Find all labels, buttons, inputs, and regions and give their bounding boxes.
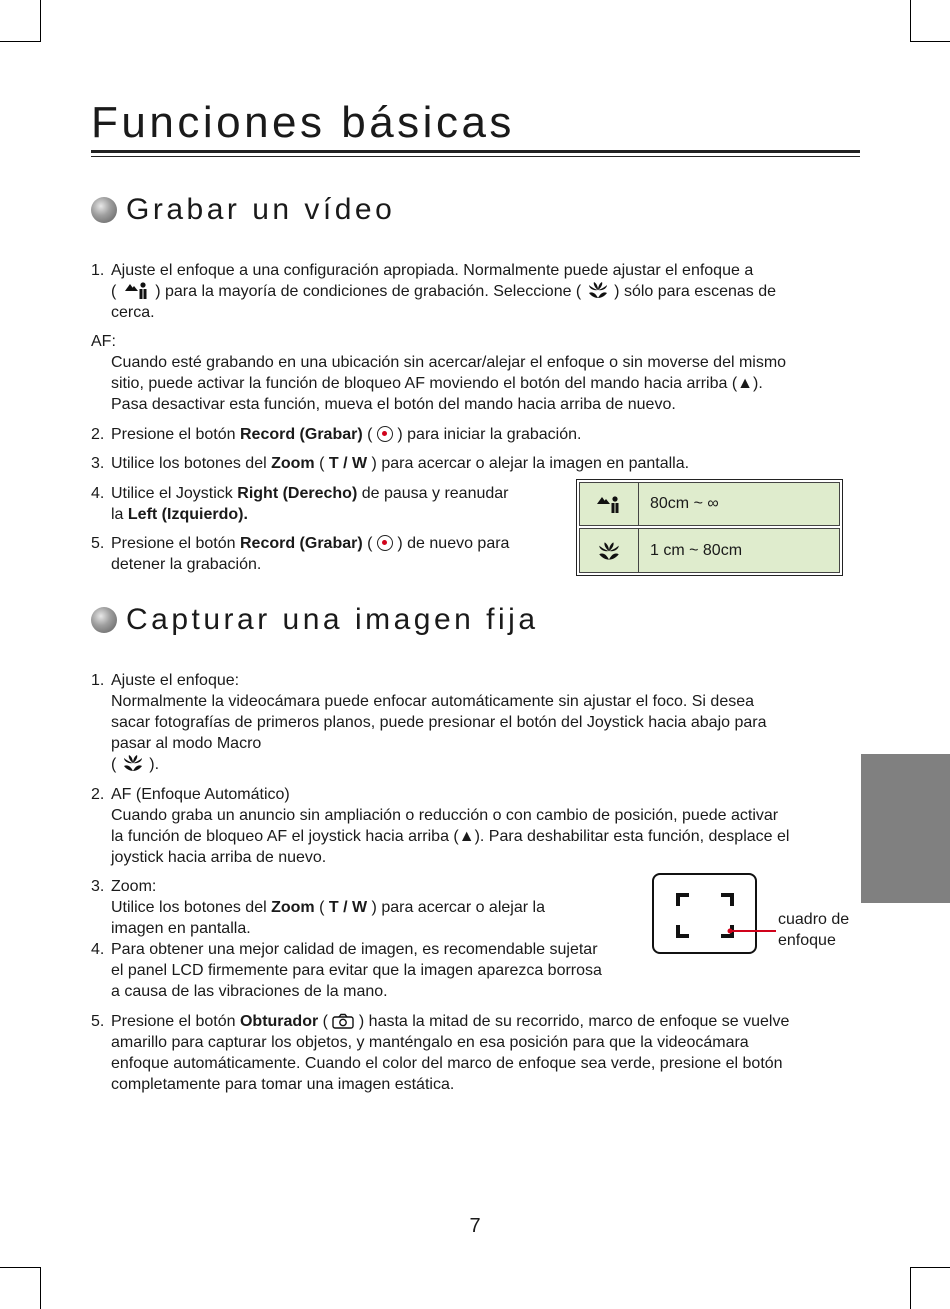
section-title: Capturar una imagen fija <box>126 603 539 636</box>
step-text: amarillo para capturar los objetos, y manténgalo en esa posición para que la videocámara <box>111 1034 749 1051</box>
focus-brackets-icon <box>654 875 755 952</box>
step-text: sacar fotografías de primeros planos, puede presionar el botón del Joystick hacia abajo para <box>111 714 767 731</box>
step-number: 4. <box>91 941 105 958</box>
section-bullet-icon <box>91 197 117 223</box>
section-bullet-icon <box>91 607 117 633</box>
focus-pointer-line <box>726 924 778 938</box>
title-rule-thin <box>91 156 860 157</box>
focus-range-table <box>576 479 843 576</box>
table-cell: 1 cm ~ 80cm <box>639 528 840 573</box>
step-text: la función de bloqueo AF el joystick hacia arriba (▲). Para deshabilitar esta función, desplace el <box>111 828 790 845</box>
step-text: Utilice los botones del Zoom ( T / W ) para acercar o alejar la <box>111 899 545 916</box>
step-text: detener la grabación. <box>111 556 262 573</box>
step-text: el panel LCD firmemente para evitar que la imagen aparezca borrosa <box>111 962 602 979</box>
landscape-person-icon <box>121 281 151 299</box>
section-title: Grabar un vídeo <box>126 193 396 226</box>
zoom-tw-icon: T / W <box>328 899 368 916</box>
step-number: 5. <box>91 1013 105 1030</box>
section-heading-video <box>91 193 395 227</box>
step-number: 4. <box>91 485 105 502</box>
step-number: 5. <box>91 535 105 552</box>
step-text: Cuando graba un anuncio sin ampliación o reducción o con cambio de posición, puede activar <box>111 807 779 824</box>
page-title: Funciones básicas <box>91 98 515 147</box>
crop-mark <box>0 41 41 42</box>
step-text: Utilice los botones del Zoom ( T / W ) para acercar o alejar la imagen en pantalla. <box>111 455 690 472</box>
crop-mark <box>910 41 950 42</box>
step-number: 1. <box>91 672 105 689</box>
af-label: AF: <box>91 333 116 350</box>
step-text: Normalmente la videocámara puede enfocar automáticamente sin ajustar el foco. Si desea <box>111 693 755 710</box>
zoom-tw-icon: T / W <box>328 455 368 472</box>
step-text: a causa de las vibraciones de la mano. <box>111 983 388 1000</box>
table-row <box>579 482 840 526</box>
landscape-person-icon <box>594 493 624 515</box>
step-text: cerca. <box>111 304 155 321</box>
crop-mark <box>40 1267 41 1309</box>
step-text: imagen en pantalla. <box>111 920 251 937</box>
chapter-side-tab <box>861 754 950 903</box>
record-icon <box>377 535 393 551</box>
step-number: 3. <box>91 455 105 472</box>
step-text: ( ). <box>111 756 160 773</box>
crop-mark <box>40 0 41 42</box>
crop-mark <box>910 1267 950 1268</box>
step-number: 3. <box>91 878 105 895</box>
camera-icon <box>332 1013 354 1029</box>
step-number: 2. <box>91 786 105 803</box>
section-heading-still <box>91 603 539 637</box>
crop-mark <box>910 1267 911 1309</box>
step-number: 2. <box>91 426 105 443</box>
record-icon <box>377 426 393 442</box>
macro-flower-icon <box>596 540 622 562</box>
step-text: completamente para tomar una imagen estática. <box>111 1076 455 1093</box>
table-cell: 80cm ~ ∞ <box>639 482 840 526</box>
step-text: Zoom: <box>111 878 157 895</box>
crop-mark <box>910 0 911 42</box>
page-number: 7 <box>469 1215 481 1237</box>
step-text: la Left (Izquierdo). <box>111 506 248 523</box>
step-number: 1. <box>91 262 105 279</box>
focus-frame-label: cuadro de enfoque <box>778 911 850 949</box>
step-text: Para obtener una mejor calidad de imagen, es recomendable sujetar <box>111 941 598 958</box>
focus-frame-illustration <box>652 873 757 954</box>
table-row <box>579 528 840 573</box>
step-text: Presione el botón Obturador ( ) hasta la mitad de su recorrido, marco de enfoque se vuelve <box>111 1013 790 1030</box>
step-text: Presione el botón Record (Grabar) ( ) de nuevo para <box>111 535 510 552</box>
step-text: ( ) para la mayoría de condiciones de grabación. Seleccione ( ) sólo para escenas de <box>111 283 777 300</box>
step-text: pasar al modo Macro <box>111 735 262 752</box>
af-text: Cuando esté grabando en una ubicación sin acercar/alejar el enfoque o sin moverse del mismo <box>111 354 787 371</box>
af-text: sitio, puede activar la función de bloqueo AF moviendo el botón del mando hacia arriba (▲). <box>111 375 763 392</box>
step-text: AF (Enfoque Automático) <box>111 786 290 803</box>
macro-flower-icon <box>121 754 145 772</box>
crop-mark <box>0 1267 41 1268</box>
step-text: Ajuste el enfoque: <box>111 672 240 689</box>
title-rule <box>91 150 860 153</box>
step-text: Ajuste el enfoque a una configuración apropiada. Normalmente puede ajustar el enfoque a <box>111 262 754 279</box>
step-text: Utilice el Joystick Right (Derecho) de pausa y reanudar <box>111 485 509 502</box>
macro-flower-icon <box>586 281 610 299</box>
step-text: Presione el botón Record (Grabar) ( ) para iniciar la grabación. <box>111 426 582 443</box>
af-text: Pasa desactivar esta función, mueva el botón del mando hacia arriba de nuevo. <box>111 396 676 413</box>
step-text: enfoque automáticamente. Cuando el color del marco de enfoque sea verde, presione el botón <box>111 1055 783 1072</box>
step-text: joystick hacia arriba de nuevo. <box>111 849 327 866</box>
